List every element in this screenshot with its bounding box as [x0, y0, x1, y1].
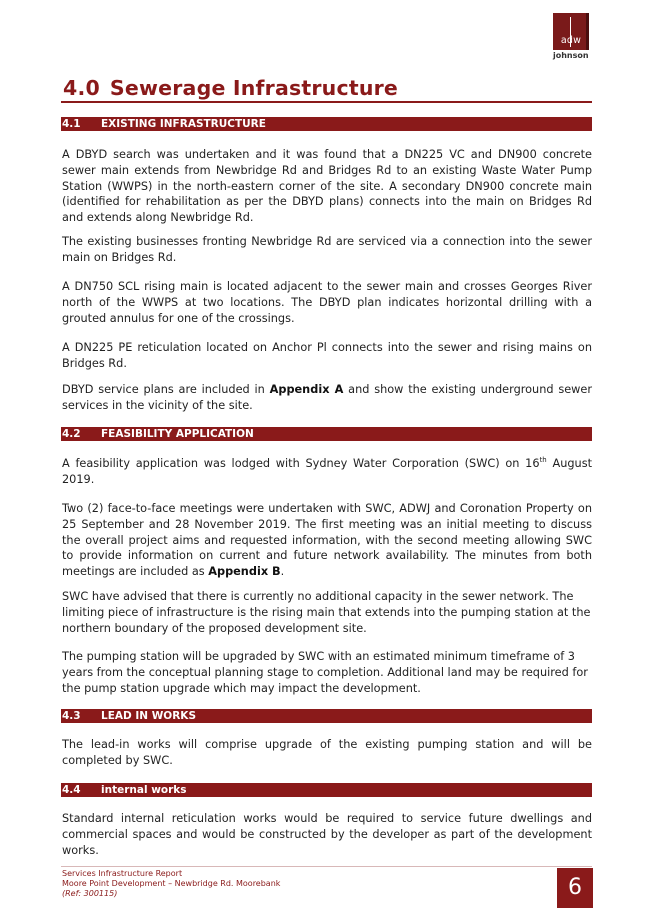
footer-report-title: Services Infrastructure Report [62, 869, 183, 878]
paragraph: A DBYD search was undertaken and it was found that a DN225 VC and DN900 concrete sewer main extends from Newbridge Rd and Bridges Rd to an existing Waste Water Pump Station (WWPS) in the north-eastern corner of the site. A secondary DN900 concrete main (identified for rehabilitation as per the DBYD plans) connects into the main on Bridges Rd and extends along Newbridge Rd. [62, 148, 592, 225]
section-title: internal works [101, 784, 187, 796]
paragraph: A DN225 PE reticulation located on Anchor Pl connects into the sewer and rising mains on Bridges Rd. [62, 341, 592, 370]
company-logo [553, 13, 595, 63]
section-header-4-2 [61, 427, 592, 441]
page-number: 6 [557, 868, 593, 908]
chapter-title: Sewerage Infrastructure [109, 76, 399, 100]
footer-project: Moore Point Development – Newbridge Rd. Moorebank [62, 879, 281, 888]
paragraph-meetings: Two (2) face-to-face meetings were undertaken with SWC, ADWJ and Coronation Property on 25 September and 28 November 2019. The first meeting was an initial meeting to discuss the overall project aims and requested information, with the second meeting allowing SWC to provide information on current and future network availability. The minutes from both meetings are included as Appendix B. [62, 502, 592, 579]
section-header-4-4 [61, 783, 592, 797]
paragraph: A DN750 SCL rising main is located adjacent to the sewer main and crosses Georges River north of the WWPS at two locations. The DBYD plan indicates horizontal drilling with a grouted annulus for one of the crossings. [62, 280, 592, 325]
title-underline [61, 101, 592, 103]
section-header-4-3 [61, 709, 592, 723]
logo-mark [553, 13, 589, 50]
paragraph-application: A feasibility application was lodged with Sydney Water Corporation (SWC) on 16th August 2019. [62, 456, 593, 486]
section-title: FEASIBILITY APPLICATION [101, 428, 254, 440]
page-title [63, 76, 398, 100]
appendix-a-reference: Appendix A [269, 383, 344, 396]
paragraph: SWC have advised that there is currently no additional capacity in the sewer network. The limiting piece of infrastructure is the rising main that extends into the pumping station at the northern boundary of the proposed development site. [62, 590, 591, 635]
section-title: EXISTING INFRASTRUCTURE [101, 118, 266, 130]
paragraph-appendix-a: DBYD service plans are included in Appendix A and show the existing underground sewer services in the vicinity of the site. [62, 383, 592, 412]
paragraph: Standard internal reticulation works would be required to service future dwellings and commercial spaces and would be constructed by the developer as part of the development works. [62, 812, 592, 857]
appendix-b-reference: Appendix B [208, 565, 281, 579]
paragraph: The lead-in works will comprise upgrade of the existing pumping station and will be completed by SWC. [62, 738, 592, 767]
paragraph: The existing businesses fronting Newbridge Rd are serviced via a connection into the sewer main on Bridges Rd. [62, 235, 592, 264]
logo-name: johnson [553, 51, 589, 60]
footer [62, 869, 280, 899]
footer-divider [61, 866, 592, 867]
section-header-4-1 [61, 117, 592, 131]
footer-reference: (Ref: 300115) [62, 889, 118, 898]
section-title: LEAD IN WORKS [101, 710, 197, 722]
section-number: 4.4 [62, 784, 81, 796]
section-number: 4.3 [62, 710, 81, 722]
section-number: 4.1 [62, 118, 81, 130]
paragraph: The pumping station will be upgraded by SWC with an estimated minimum timeframe of 3 years from the conceptual planning stage to completion. Additional land may be required for the pump station upgrade which may impact the development. [62, 650, 588, 695]
section-number: 4.2 [62, 428, 81, 440]
chapter-number: 4.0 [63, 76, 100, 100]
logo-mark-text: adw [560, 35, 582, 46]
